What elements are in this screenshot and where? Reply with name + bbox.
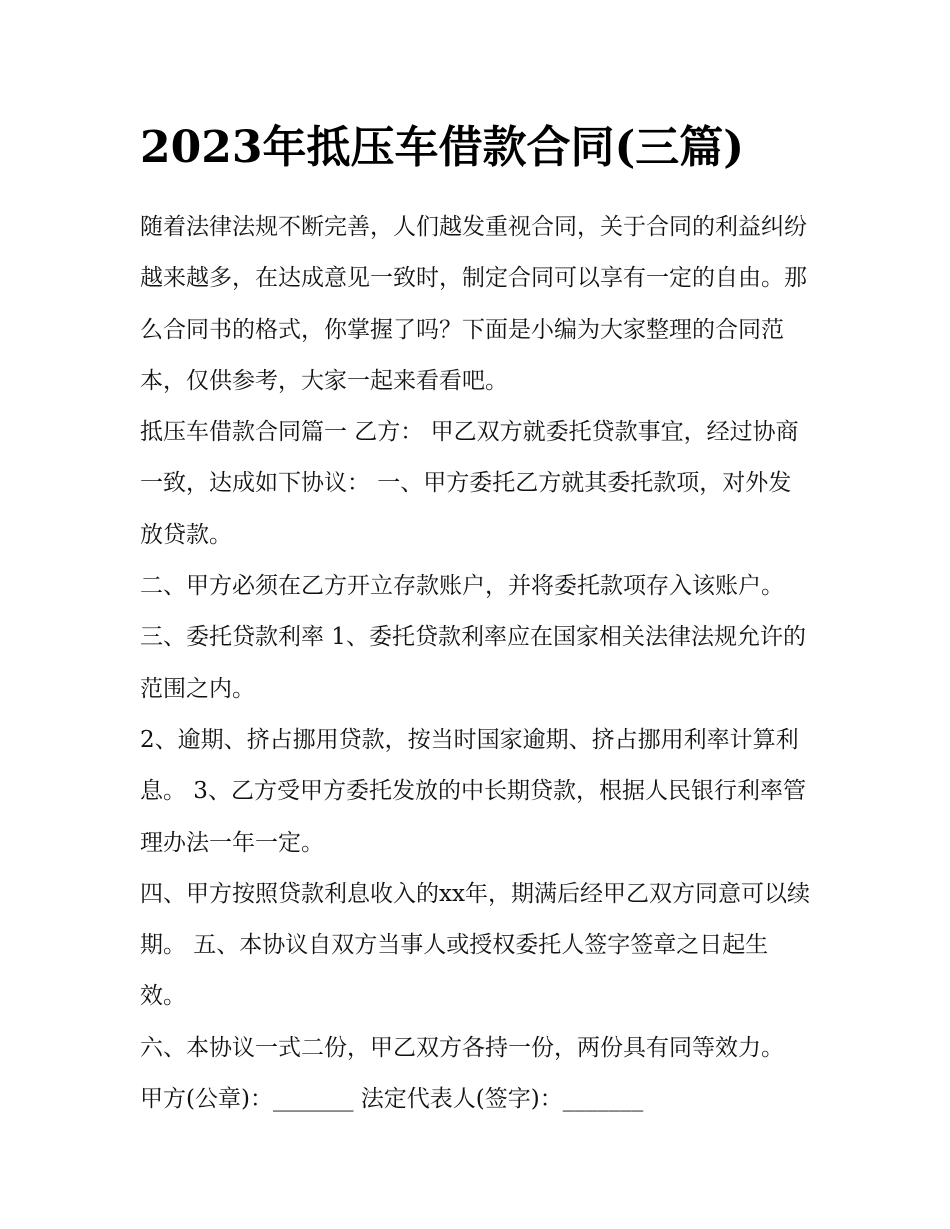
paragraph-intro: 随着法律法规不断完善，人们越发重视合同，关于合同的利益纠纷越来越多，在达成意见一致时，制定合同可以享有一定的自由。那么合同书的格式，你掌握了吗？下面是小编为大家整理的合同范本，仅供参考，大家一起来看看吧。 [140, 214, 807, 394]
paragraph-interest: 2、逾期、挤占挪用贷款，按当时国家逾期、挤占挪用利率计算利息。 3、乙方受甲方委托发放的中长期贷款，根据人民银行利率管理办法一年一定。 [140, 726, 806, 856]
paragraph-article-4-5: 四、甲方按照贷款利息收入的xx年，期满后经甲乙双方同意可以续期。 五、本协议自双方当事人或授权委托人签字签章之日起生效。 [140, 880, 810, 1010]
paragraph-article-6-signature: 六、本协议一式二份，甲乙双方各持一份，两份具有同等效力。 甲方(公章)：_______ 法定代表人(签字)：_______ [140, 1034, 784, 1113]
paragraph-article-2-3: 二、甲方必须在乙方开立存款账户，并将委托款项存入该账户。 三、委托贷款利率 1、委托贷款利率应在国家相关法律法规允许的范围之内。 [140, 573, 806, 702]
paragraph-article-1: 抵压车借款合同篇一 乙方： 甲乙双方就委托贷款事宜，经过协商一致，达成如下协议： 一、甲方委托乙方就其委托款项，对外发放贷款。 [140, 419, 799, 548]
document-title: 2023年抵压车借款合同(三篇) [140, 122, 745, 173]
document-body [140, 202, 812, 1125]
